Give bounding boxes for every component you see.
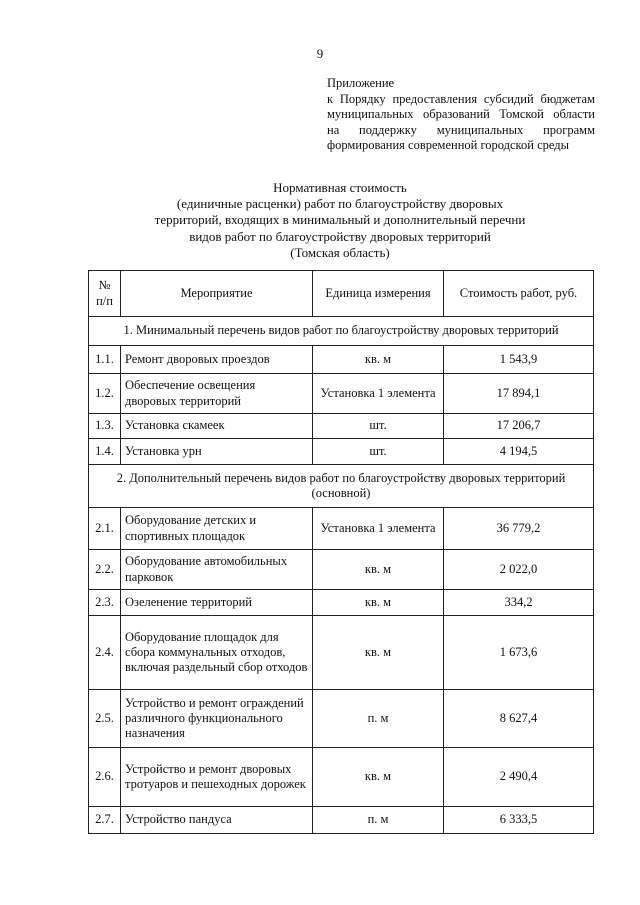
row-cost: 334,2 <box>444 590 594 616</box>
row-unit: кв. м <box>313 748 444 807</box>
row-num: 2.3. <box>89 590 121 616</box>
title-line: Нормативная стоимость <box>273 180 407 195</box>
section-row <box>89 465 594 508</box>
row-num: 2.5. <box>89 690 121 748</box>
table-header-row <box>89 271 594 317</box>
row-activity: Установка скамеек <box>121 414 313 439</box>
row-cost: 4 194,5 <box>444 439 594 465</box>
row-cost: 8 627,4 <box>444 690 594 748</box>
section-title: 1. Минимальный перечень видов работ по благоустройству дворовых территорий <box>89 317 594 346</box>
row-num: 2.7. <box>89 807 121 834</box>
appendix-line: к Порядку предоставления субсидий бюджетам <box>327 91 595 106</box>
header-num: № п/п <box>89 271 121 317</box>
row-num: 1.4. <box>89 439 121 465</box>
document-title <box>90 180 590 261</box>
header-activity: Мероприятие <box>121 271 313 317</box>
appendix-line: формирования современной городской среды <box>327 138 570 152</box>
row-cost: 17 206,7 <box>444 414 594 439</box>
row-unit: кв. м <box>313 346 444 374</box>
row-cost: 1 543,9 <box>444 346 594 374</box>
row-activity: Устройство пандуса <box>121 807 313 834</box>
row-num: 1.2. <box>89 374 121 414</box>
rates-table <box>88 270 594 834</box>
appendix-line: на поддержку муниципальных программ <box>327 122 595 137</box>
table-row <box>89 616 594 690</box>
section-row <box>89 317 594 346</box>
row-activity: Установка урн <box>121 439 313 465</box>
row-unit: п. м <box>313 807 444 834</box>
row-num: 2.4. <box>89 616 121 690</box>
row-activity: Устройство и ремонт дворовых тротуаров и пешеходных дорожек <box>121 748 313 807</box>
row-activity: Устройство и ремонт ограждений различного функционального назначения <box>121 690 313 748</box>
row-activity: Обеспечение освещения дворовых территорий <box>121 374 313 414</box>
title-line: видов работ по благоустройству дворовых территорий <box>189 228 491 244</box>
row-cost: 6 333,5 <box>444 807 594 834</box>
page-number: 9 <box>316 46 324 61</box>
row-cost: 1 673,6 <box>444 616 594 690</box>
row-unit: кв. м <box>313 616 444 690</box>
row-unit: шт. <box>313 439 444 465</box>
table-row <box>89 748 594 807</box>
header-unit: Единица измерения <box>313 271 444 317</box>
row-unit: шт. <box>313 414 444 439</box>
row-cost: 2 022,0 <box>444 550 594 590</box>
row-unit: п. м <box>313 690 444 748</box>
row-unit: Установка 1 элемента <box>313 374 444 414</box>
row-activity: Оборудование автомобильных парковок <box>121 550 313 590</box>
header-cost: Стоимость работ, руб. <box>444 271 594 317</box>
title-line: (единичные расценки) работ по благоустройству дворовых <box>176 196 504 212</box>
table-row <box>89 374 594 414</box>
row-cost: 36 779,2 <box>444 508 594 550</box>
row-cost: 2 490,4 <box>444 748 594 807</box>
table-row <box>89 439 594 465</box>
appendix-line: муниципальных образований Томской области <box>327 107 595 121</box>
table-row <box>89 807 594 834</box>
table-row <box>89 550 594 590</box>
row-num: 2.2. <box>89 550 121 590</box>
table-row <box>89 690 594 748</box>
row-activity: Ремонт дворовых проездов <box>121 346 313 374</box>
table-row <box>89 346 594 374</box>
row-activity: Оборудование площадок для сбора коммунальных отходов, включая раздельный сбор отходов <box>121 616 313 690</box>
row-unit: кв. м <box>313 590 444 616</box>
section-title: 2. Дополнительный перечень видов работ по благоустройству дворовых территорий (основной) <box>89 465 594 508</box>
row-cost: 17 894,1 <box>444 374 594 414</box>
row-num: 2.6. <box>89 748 121 807</box>
appendix-note <box>327 76 595 154</box>
row-activity: Озеленение территорий <box>121 590 313 616</box>
row-unit: Установка 1 элемента <box>313 508 444 550</box>
appendix-line: Приложение <box>327 76 395 90</box>
table-row <box>89 508 594 550</box>
table-row <box>89 590 594 616</box>
row-num: 1.3. <box>89 414 121 439</box>
title-line: (Томская область) <box>290 244 390 260</box>
row-unit: кв. м <box>313 550 444 590</box>
row-num: 2.1. <box>89 508 121 550</box>
table-row <box>89 414 594 439</box>
title-line: территорий, входящих в минимальный и дополнительный перечни <box>154 212 526 228</box>
row-num: 1.1. <box>89 346 121 374</box>
row-activity: Оборудование детских и спортивных площадок <box>121 508 313 550</box>
